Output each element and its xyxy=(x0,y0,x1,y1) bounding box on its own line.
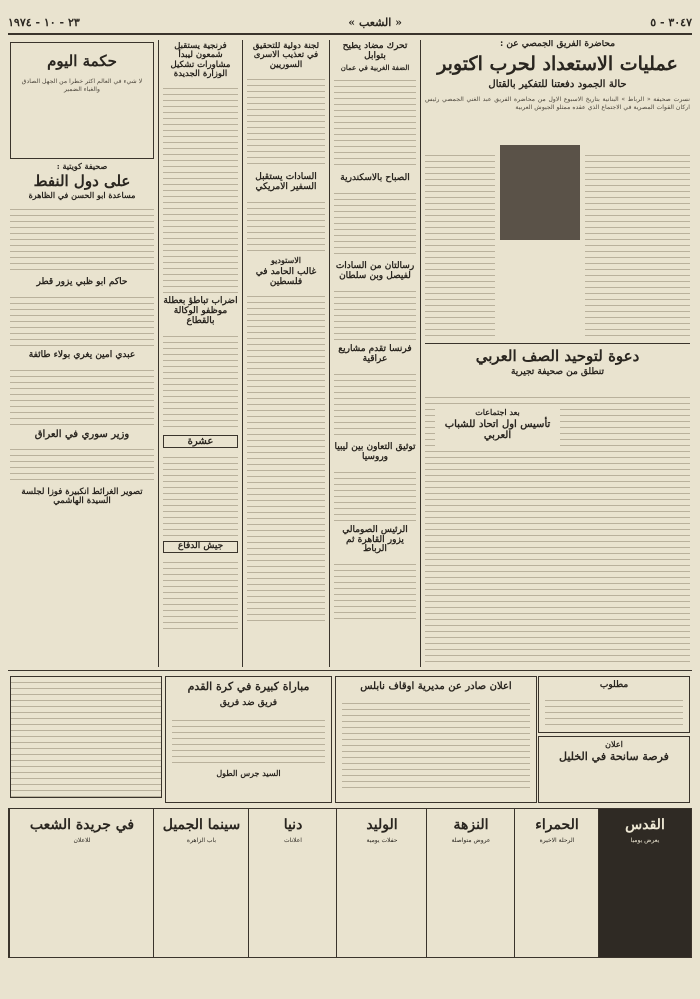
cinema-name: سينما الجميل xyxy=(162,817,241,833)
left-c-body xyxy=(10,365,154,425)
page-number: ٣٠٤٧ - ٥ xyxy=(650,16,692,29)
opportunity-title: فرصة سانحة في الخليل xyxy=(559,749,669,763)
awqaf-body xyxy=(342,698,530,788)
col4-c-title: عشرة xyxy=(163,435,238,448)
youth-title: تأسيس اول اتحاد للشباب العربي xyxy=(444,418,551,441)
col2-e-body xyxy=(334,467,416,522)
left-e-title: تصوير الغرائط انكبيرة فوزا لجلسة السيدة الهاشمي xyxy=(21,486,143,507)
opportunity-kicker: اعلان xyxy=(605,739,623,749)
kuwait-kicker: صحيفة كويتية : xyxy=(56,162,108,171)
column-divider xyxy=(329,40,330,667)
lead-subtitle: حالة الجمود دفعتنا للتفكير بالقتال xyxy=(488,78,627,90)
cinema-name: الوليد xyxy=(366,817,398,833)
issue-date: ٢٣ - ١٠ - ١٩٧٤ xyxy=(8,16,80,29)
column-two xyxy=(334,42,416,667)
cinema-name: دنيا xyxy=(283,817,303,833)
header-rule xyxy=(8,33,692,35)
col2-d-title: فرنسا تقدم مشاريع عراقية xyxy=(338,344,412,365)
left-d-title: وزير سوري في العراق xyxy=(34,428,130,440)
lead-continuation-text xyxy=(585,150,690,340)
lead-side-text xyxy=(425,150,495,340)
lead-body: نسرت صحيفة « الرباط » البنانية بتاريخ الاسبوع الاول من محاضرة الفريق عبد الغني الجمصي رئيس اركان القوات المصرية في الاجتماع الذي عقده ممثلو الجيوش العربية xyxy=(425,95,690,111)
kuwait-title: على دول النفط xyxy=(33,171,131,190)
match-title: مباراة كبيرة في كرة القدم xyxy=(187,680,310,693)
left-b-body xyxy=(10,292,154,347)
cinema-name: الحمراء xyxy=(535,817,579,833)
left-b-title: حاكم ابو ظبي يزور قطر xyxy=(36,277,128,288)
col2-a-title: تحرك مضاد يطيح بتوابل xyxy=(342,42,408,61)
cinema-cell xyxy=(153,809,249,957)
cinema-cell xyxy=(514,809,599,957)
newspaper-name: « الشعب » xyxy=(348,16,402,29)
lead-title: عمليات الاستعداد لحرب اكتوبر xyxy=(437,52,678,75)
col2-e-title: توثيق التعاون بين ليبيا وروسيا xyxy=(334,441,416,462)
cinema-cell xyxy=(248,809,337,957)
cinema-detail: باب الزاهرة xyxy=(186,837,217,844)
col2-b-title: الصباح بالاسكندرية xyxy=(340,173,410,184)
lead-kicker: محاضرة الفريق الجمصي عن : xyxy=(499,40,616,49)
col2-f-title: الرئيس الصومالي يزور القاهرة ثم الرباط xyxy=(342,524,408,555)
cinema-name: القدس xyxy=(625,817,665,833)
col3-c-title: غالب الحامد في فلسطين xyxy=(255,266,317,287)
awqaf-title: اعلان صادر عن مديرية اوقاف نابلس xyxy=(360,681,512,692)
col4-b-title: اضراب تباطؤ بعطلة موظفو الوكالة بالقطاع xyxy=(163,296,238,327)
ads-rule xyxy=(8,670,692,671)
col2-c-title: رسالتان من السادات لفيصل وبن سلطان xyxy=(335,261,415,282)
col4-c-body xyxy=(163,452,238,537)
arab-unity-article xyxy=(425,348,690,388)
wisdom-text: لا شيء في العالم اكثر خطرا من الجهل الصادق والغباء الضمير xyxy=(21,77,143,93)
column-divider xyxy=(420,40,421,667)
col4-d-body xyxy=(163,557,238,632)
opportunity-ad xyxy=(538,736,690,803)
cinema-detail: الرحلة الاخيرة xyxy=(539,837,575,844)
kuwait-body xyxy=(10,204,154,274)
general-portrait-photo xyxy=(500,145,580,240)
col3-b-title: السادات يستقبل السفير الامريكي xyxy=(255,172,317,192)
left-c-title: عبدي امين يغري بولاء طائفة xyxy=(28,349,136,360)
cinema-detail: اعلانات xyxy=(284,837,302,844)
column-four xyxy=(163,42,238,667)
col2-f-body xyxy=(334,559,416,619)
left-column xyxy=(10,162,154,667)
lead-article xyxy=(425,40,690,145)
col4-a-title: فرنجية يستقبل شمعون ليبدأ مشاورات تشكيل الوزارة الجديدة xyxy=(170,42,231,80)
youth-kicker: بعد اجتماعات xyxy=(475,408,520,417)
column-divider xyxy=(242,40,243,667)
cinema-cell xyxy=(336,809,427,957)
youth-union-article xyxy=(435,408,560,446)
cinema-detail: عروض متواصلة xyxy=(451,837,491,844)
cinema-name: النزهة xyxy=(453,817,489,833)
section-rule xyxy=(425,343,690,344)
col3-c-body xyxy=(247,291,325,621)
cinema-banner xyxy=(8,808,692,958)
col4-b-body xyxy=(163,331,238,431)
wanted-title: مطلوب xyxy=(599,680,629,690)
wanted-ad xyxy=(538,676,690,733)
wanted-body xyxy=(545,695,683,725)
wisdom-title: حكمة اليوم xyxy=(47,52,117,70)
wisdom-box xyxy=(10,42,154,159)
cinema-detail: حفلات يومية xyxy=(366,837,398,844)
match-body xyxy=(172,715,325,765)
cinema-cell xyxy=(9,809,154,957)
cinema-detail: يعرض يوميا xyxy=(630,837,660,844)
arab-unity-subtitle: تنطلق من صحيفة تجيرية xyxy=(510,366,605,377)
match-ad xyxy=(165,676,332,803)
classified-block xyxy=(10,676,162,798)
col3-a-body xyxy=(247,74,325,169)
col2-b-body xyxy=(334,188,416,258)
arab-unity-title: دعوة لتوحيد الصف العربي xyxy=(475,348,640,365)
left-d-body xyxy=(10,444,154,484)
match-footer: السيد جرس الطول xyxy=(216,767,281,778)
col4-a-body xyxy=(163,83,238,293)
col2-c-body xyxy=(334,286,416,341)
kuwait-sub: مساعدة ابو الحسن في الظاهرة xyxy=(28,190,136,201)
cinema-name: في جريدة الشعب xyxy=(29,817,135,833)
cinema-cell xyxy=(598,809,691,957)
column-divider xyxy=(158,40,159,667)
page-header xyxy=(8,14,692,32)
col2-a-body xyxy=(334,75,416,170)
col4-d-title: جيش الدفاع xyxy=(163,541,238,553)
col2-a-sub: الضفة الغربية في عمان xyxy=(340,62,410,72)
cinema-cell xyxy=(426,809,515,957)
col3-b-body xyxy=(247,197,325,252)
col3-stub-label: الاستوديو xyxy=(271,254,301,265)
awqaf-notice xyxy=(335,676,537,803)
column-three xyxy=(247,42,325,667)
col3-a-title: لجنة دولية للتحقيق في تعذيب الاسرى السوريين xyxy=(252,42,320,70)
match-vs: فريق ضد فريق xyxy=(219,698,278,709)
cinema-detail: للاعلان xyxy=(73,837,91,844)
col2-d-body xyxy=(334,369,416,439)
